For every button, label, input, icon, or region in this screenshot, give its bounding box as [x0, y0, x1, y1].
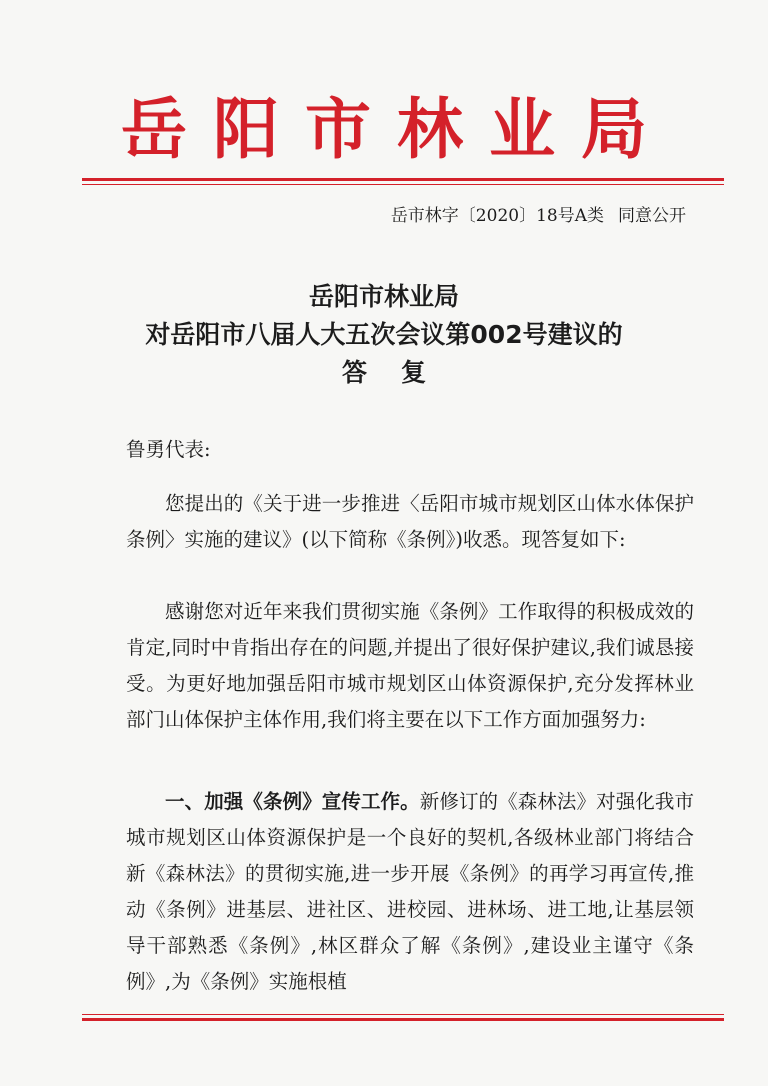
- footer-rule-thick: [82, 1018, 724, 1021]
- title-line-2: 对岳阳市八届人大五次会议第002号建议的: [145, 320, 623, 349]
- letterhead-rule-thin: [82, 184, 724, 185]
- document-title: [0, 278, 768, 392]
- paragraph-1: 您提出的《关于进一步推进〈岳阳市城市规划区山体水体保护条例〉实施的建议》(以下简称《条例》)收悉。现答复如下:: [126, 492, 694, 551]
- footer-rule-thin: [82, 1014, 724, 1015]
- document-number-line: [391, 204, 686, 228]
- paragraph-3: [126, 784, 694, 1000]
- document-number: 岳市林字〔2020〕18号A类: [390, 206, 604, 226]
- paragraph-3-heading: 一、加强《条例》宣传工作。: [165, 790, 420, 813]
- paragraph-2: 感谢您对近年来我们贯彻实施《条例》工作取得的积极成效的肯定,同时中肯指出存在的问题,并提出了很好保护建议,我们诚恳接受。为更好地加强岳阳市城市规划区山体资源保护,充分发挥林业部门山体保护主体作用,我们将主要在以下工作方面加强努力:: [126, 600, 694, 731]
- salutation: 鲁勇代表:: [126, 438, 211, 461]
- paragraph-3-body: 新修订的《森林法》对强化我市城市规划区山体资源保护是一个良好的契机,各级林业部门将结合新《森林法》的贯彻实施,进一步开展《条例》的再学习再宣传,推动《条例》进基层、进社区、进校园、进林场、进工地,让基层领导干部熟悉《条例》,林区群众了解《条例》,建设业主谨守《条例》,为《条例》实施根植: [126, 790, 694, 993]
- letterhead-rule-thick: [82, 178, 724, 181]
- title-line-1: 岳阳市林业局: [308, 282, 459, 311]
- agency-letterhead-title: 岳阳市林业局: [121, 91, 673, 168]
- title-line-3: 答复: [341, 358, 460, 387]
- disclosure-status: 同意公开: [618, 206, 686, 226]
